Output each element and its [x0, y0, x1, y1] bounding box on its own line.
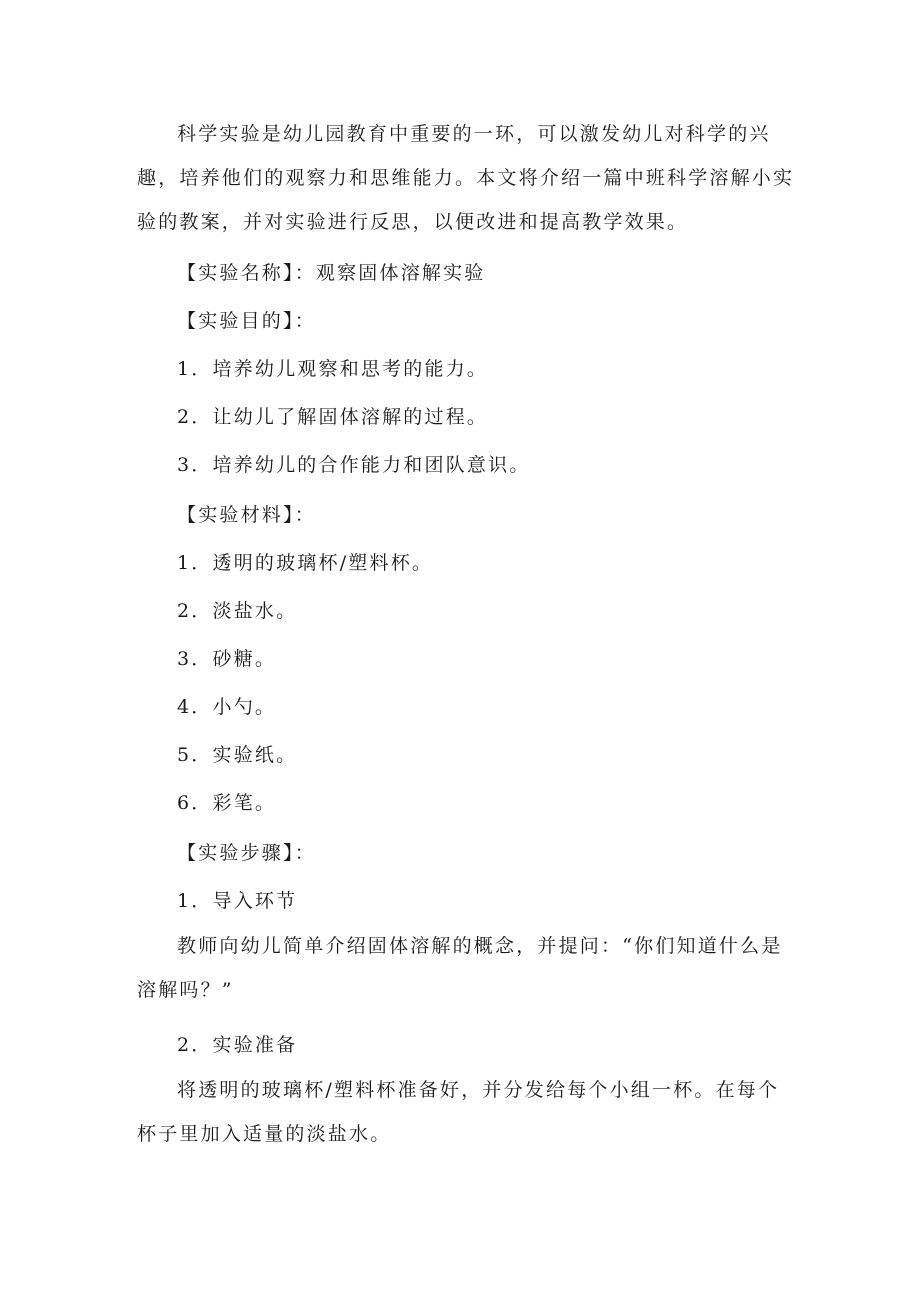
step-text: 教师向幼儿简单介绍固体溶解的概念，并提问：“你们知道什么是溶解吗？”: [137, 935, 783, 1001]
material-item: 2．淡盐水。: [177, 600, 298, 622]
experiment-name: 【实验名称】：观察固体溶解实验: [177, 262, 486, 284]
materials-heading: 【实验材料】：: [177, 504, 316, 526]
step-title: 1．导入环节: [177, 890, 298, 912]
material-item: 1．透明的玻璃杯/塑料杯。: [177, 552, 434, 574]
material-item: 4．小勺。: [177, 696, 277, 718]
material-item: 3．砂糖。: [177, 648, 277, 670]
steps-heading: 【实验步骤】：: [177, 842, 316, 864]
goal-item: 2．让幼儿了解固体溶解的过程。: [177, 406, 489, 428]
material-item: 5．实验纸。: [177, 744, 298, 766]
goals-heading: 【实验目的】：: [177, 310, 316, 332]
step-text: 将透明的玻璃杯/塑料杯准备好，并分发给每个小组一杯。在每个杯子里加入适量的淡盐水。: [137, 1079, 780, 1145]
material-item: 6．彩笔。: [177, 792, 277, 814]
goal-item: 1．培养幼儿观察和思考的能力。: [177, 358, 489, 380]
goal-item: 3．培养幼儿的合作能力和团队意识。: [177, 454, 531, 476]
intro-paragraph: 科学实验是幼儿园教育中重要的一环，可以激发幼儿对科学的兴趣，培养他们的观察力和思维能力。本文将介绍一篇中班科学溶解小实验的教案，并对实验进行反思，以便改进和提高教学效果。: [137, 123, 795, 233]
step-title: 2．实验准备: [177, 1034, 298, 1056]
